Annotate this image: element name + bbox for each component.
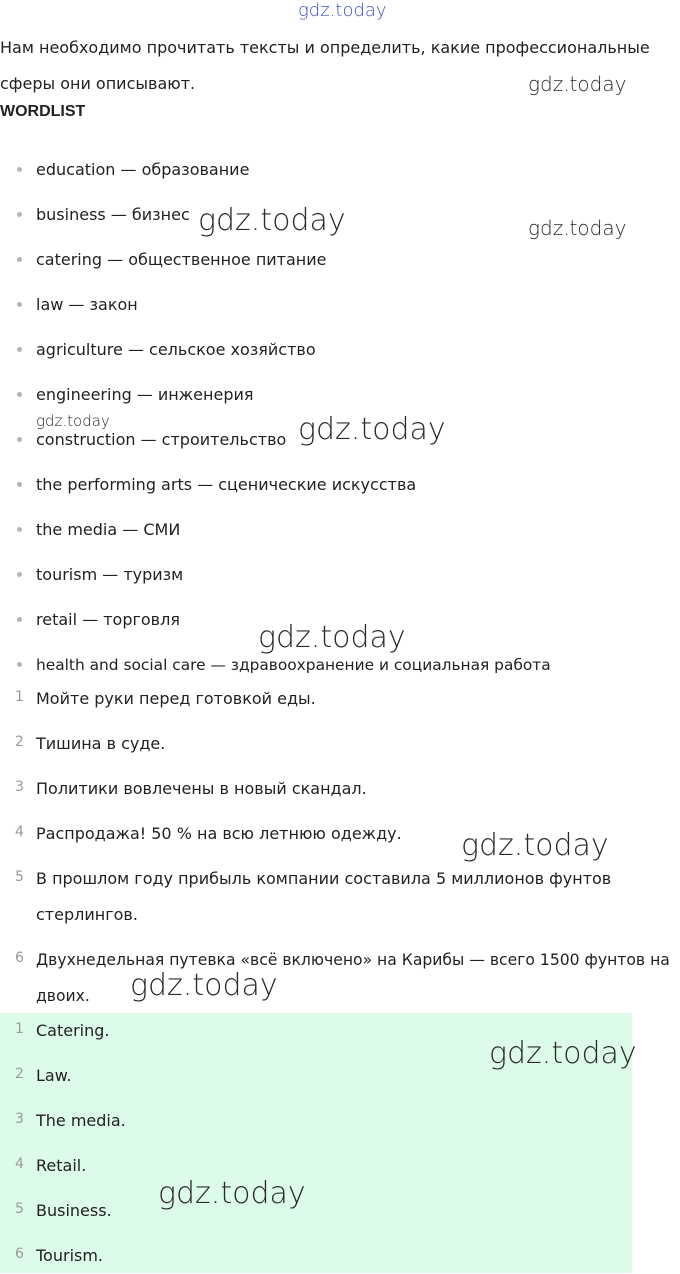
- bullet-dot-icon: [17, 527, 22, 532]
- bullet-dot-icon: [17, 662, 22, 667]
- bullet-dot-icon: [17, 347, 22, 352]
- text-item: 4 Распродажа! 50 % на всю летнюю одежду.: [15, 824, 402, 843]
- intro-text: Нам необходимо прочитать тексты и определить, какие профессиональные сферы они описывают.: [0, 38, 650, 93]
- watermark: gdz.today: [489, 1036, 637, 1071]
- text-item: 5 В прошлом году прибыль компании составила 5 миллионов фунтов стерлингов.: [15, 869, 612, 924]
- watermark: gdz.today: [36, 412, 110, 430]
- bullet-dot-icon: [17, 482, 22, 487]
- watermark: gdz.today: [258, 620, 406, 655]
- watermark-top: gdz.today: [298, 0, 387, 21]
- wordlist-item: the performing arts — сценические искусства: [0, 462, 416, 507]
- bullet-dot-icon: [17, 392, 22, 397]
- answer-item: 2 Law.: [15, 1066, 72, 1085]
- watermark: gdz.today: [528, 216, 627, 240]
- text-item: 3 Политики вовлечены в новый скандал.: [15, 779, 367, 798]
- text-item: 6 Двухнедельная путевка «всё включено» на Карибы — всего 1500 фунтов на двоих.: [15, 950, 670, 1005]
- answer-item: 1 Catering.: [15, 1021, 110, 1040]
- watermark: gdz.today: [528, 72, 627, 96]
- bullet-dot-icon: [17, 167, 22, 172]
- wordlist-item: construction — строительство: [0, 417, 286, 462]
- wordlist-item: health and social care — здравоохранение и социальная работа: [0, 642, 551, 687]
- wordlist-item: business — бизнес: [0, 192, 190, 237]
- bullet-dot-icon: [17, 572, 22, 577]
- answer-item: 5 Business.: [15, 1201, 112, 1220]
- text-item: 1 Мойте руки перед готовкой еды.: [15, 689, 316, 708]
- watermark: gdz.today: [298, 412, 446, 447]
- answer-item: 6 Tourism.: [15, 1246, 104, 1265]
- wordlist-item: catering — общественное питание: [0, 237, 327, 282]
- wordlist-item: retail — торговля: [0, 597, 180, 642]
- bullet-dot-icon: [17, 302, 22, 307]
- wordlist-item: engineering — инженерия: [0, 372, 254, 417]
- wordlist-item: education — образование: [0, 147, 249, 192]
- bullet-dot-icon: [17, 212, 22, 217]
- answer-item: 4 Retail.: [15, 1156, 87, 1175]
- watermark: gdz.today: [158, 1176, 306, 1211]
- bullet-dot-icon: [17, 437, 22, 442]
- wordlist-item: agriculture — сельское хозяйство: [0, 327, 316, 372]
- bullet-dot-icon: [17, 257, 22, 262]
- text-item: 2 Тишина в суде.: [15, 734, 166, 753]
- wordlist-item: law — закон: [0, 282, 138, 327]
- watermark: gdz.today: [130, 968, 278, 1003]
- watermark: gdz.today: [198, 203, 346, 238]
- wordlist-item: tourism — туризм: [0, 552, 183, 597]
- watermark: gdz.today: [461, 828, 609, 863]
- bullet-dot-icon: [17, 617, 22, 622]
- wordlist-title: WORDLIST: [0, 103, 86, 120]
- wordlist-item: the media — СМИ: [0, 507, 180, 552]
- answer-item: 3 The media.: [15, 1111, 126, 1130]
